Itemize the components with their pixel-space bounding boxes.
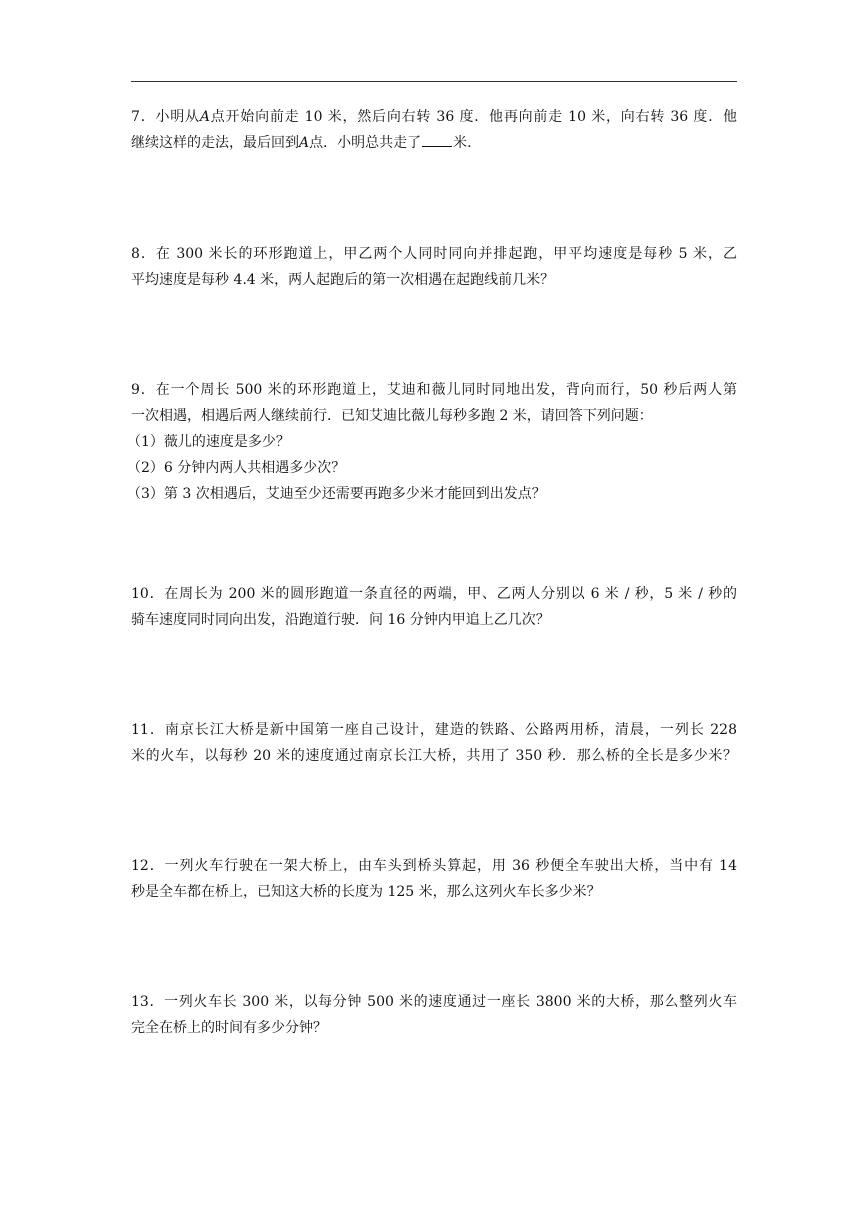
problem-9-question-1: （1）薇儿的速度是多少？ <box>127 434 290 450</box>
point-a-label-2: A <box>299 135 310 151</box>
problem-12-line-1: 12．一列火车行驶在一架大桥上，由车头到桥头算起，用 36 秒便全车驶出大桥，当中有 14 <box>131 858 737 874</box>
problem-7-text-c: 继续这样的走法，最后回到 <box>131 135 299 151</box>
problem-12-line-2: 秒是全车都在桥上，已知这大桥的长度为 125 米，那么这列火车长多少米？ <box>131 884 601 900</box>
header-rule <box>131 81 737 82</box>
problem-10-line-1: 10．在周长为 200 米的圆形跑道一条直径的两端，甲、乙两人分别以 6 米 / 秒，5 米 / 秒的 <box>131 586 737 602</box>
problem-7-line-1 <box>131 104 737 130</box>
problem-7-line-2 <box>131 130 737 156</box>
problem-8-line-1: 8．在 300 米长的环形跑道上，甲乙两个人同时同向并排起跑，甲平均速度是每秒 5 米，乙 <box>131 246 737 262</box>
problem-9-line-2: 一次相遇，相遇后两人继续前行．已知艾迪比薇儿每秒多跑 2 米，请回答下列问题： <box>131 408 653 424</box>
problem-8 <box>131 241 737 293</box>
problem-11 <box>131 717 737 769</box>
problem-7-text-b: 点开始向前走 10 米，然后向右转 36 度．他再向前走 10 米，向右转 36 度．他 <box>209 109 737 125</box>
problem-11-line-2: 米的火车，以每秒 20 米的速度通过南京长江大桥，共用了 350 秒．那么桥的全长是多少米？ <box>131 748 737 764</box>
problem-9-question-3: （3）第 3 次相遇后，艾迪至少还需要再跑多少米才能回到出发点？ <box>127 486 546 502</box>
problem-9-line-1: 9．在一个周长 500 米的环形跑道上，艾迪和薇儿同时同地出发，背向而行，50 秒后两人第 <box>131 382 737 398</box>
problem-7-text-a: 7．小明从 <box>131 109 200 125</box>
problem-13-line-1: 13．一列火车长 300 米，以每分钟 500 米的速度通过一座长 3800 米的大桥，那么整列火车 <box>131 994 737 1010</box>
problem-7-text-d: 点．小明总共走了 <box>309 135 422 151</box>
problem-10-line-2: 骑车速度同时同向出发，沿跑道行驶．问 16 分钟内甲追上乙几次？ <box>131 612 550 628</box>
problem-7 <box>131 104 737 156</box>
problem-12 <box>131 853 737 905</box>
problem-13-line-2: 完全在桥上的时间有多少分钟？ <box>131 1020 327 1036</box>
problem-13 <box>131 989 737 1041</box>
problem-11-line-1: 11．南京长江大桥是新中国第一座自己设计，建造的铁路、公路两用桥，清晨，一列长 228 <box>131 722 737 738</box>
answer-blank <box>422 131 452 147</box>
problem-9-question-2: （2）6 分钟内两人共相遇多少次？ <box>127 460 346 476</box>
point-a-label: A <box>199 109 210 125</box>
problem-10 <box>131 581 737 633</box>
problem-8-line-2: 平均速度是每秒 4.4 米，两人起跑后的第一次相遇在起跑线前几米？ <box>131 272 555 288</box>
problem-7-text-e: 米. <box>453 135 472 151</box>
problem-9 <box>127 377 737 507</box>
